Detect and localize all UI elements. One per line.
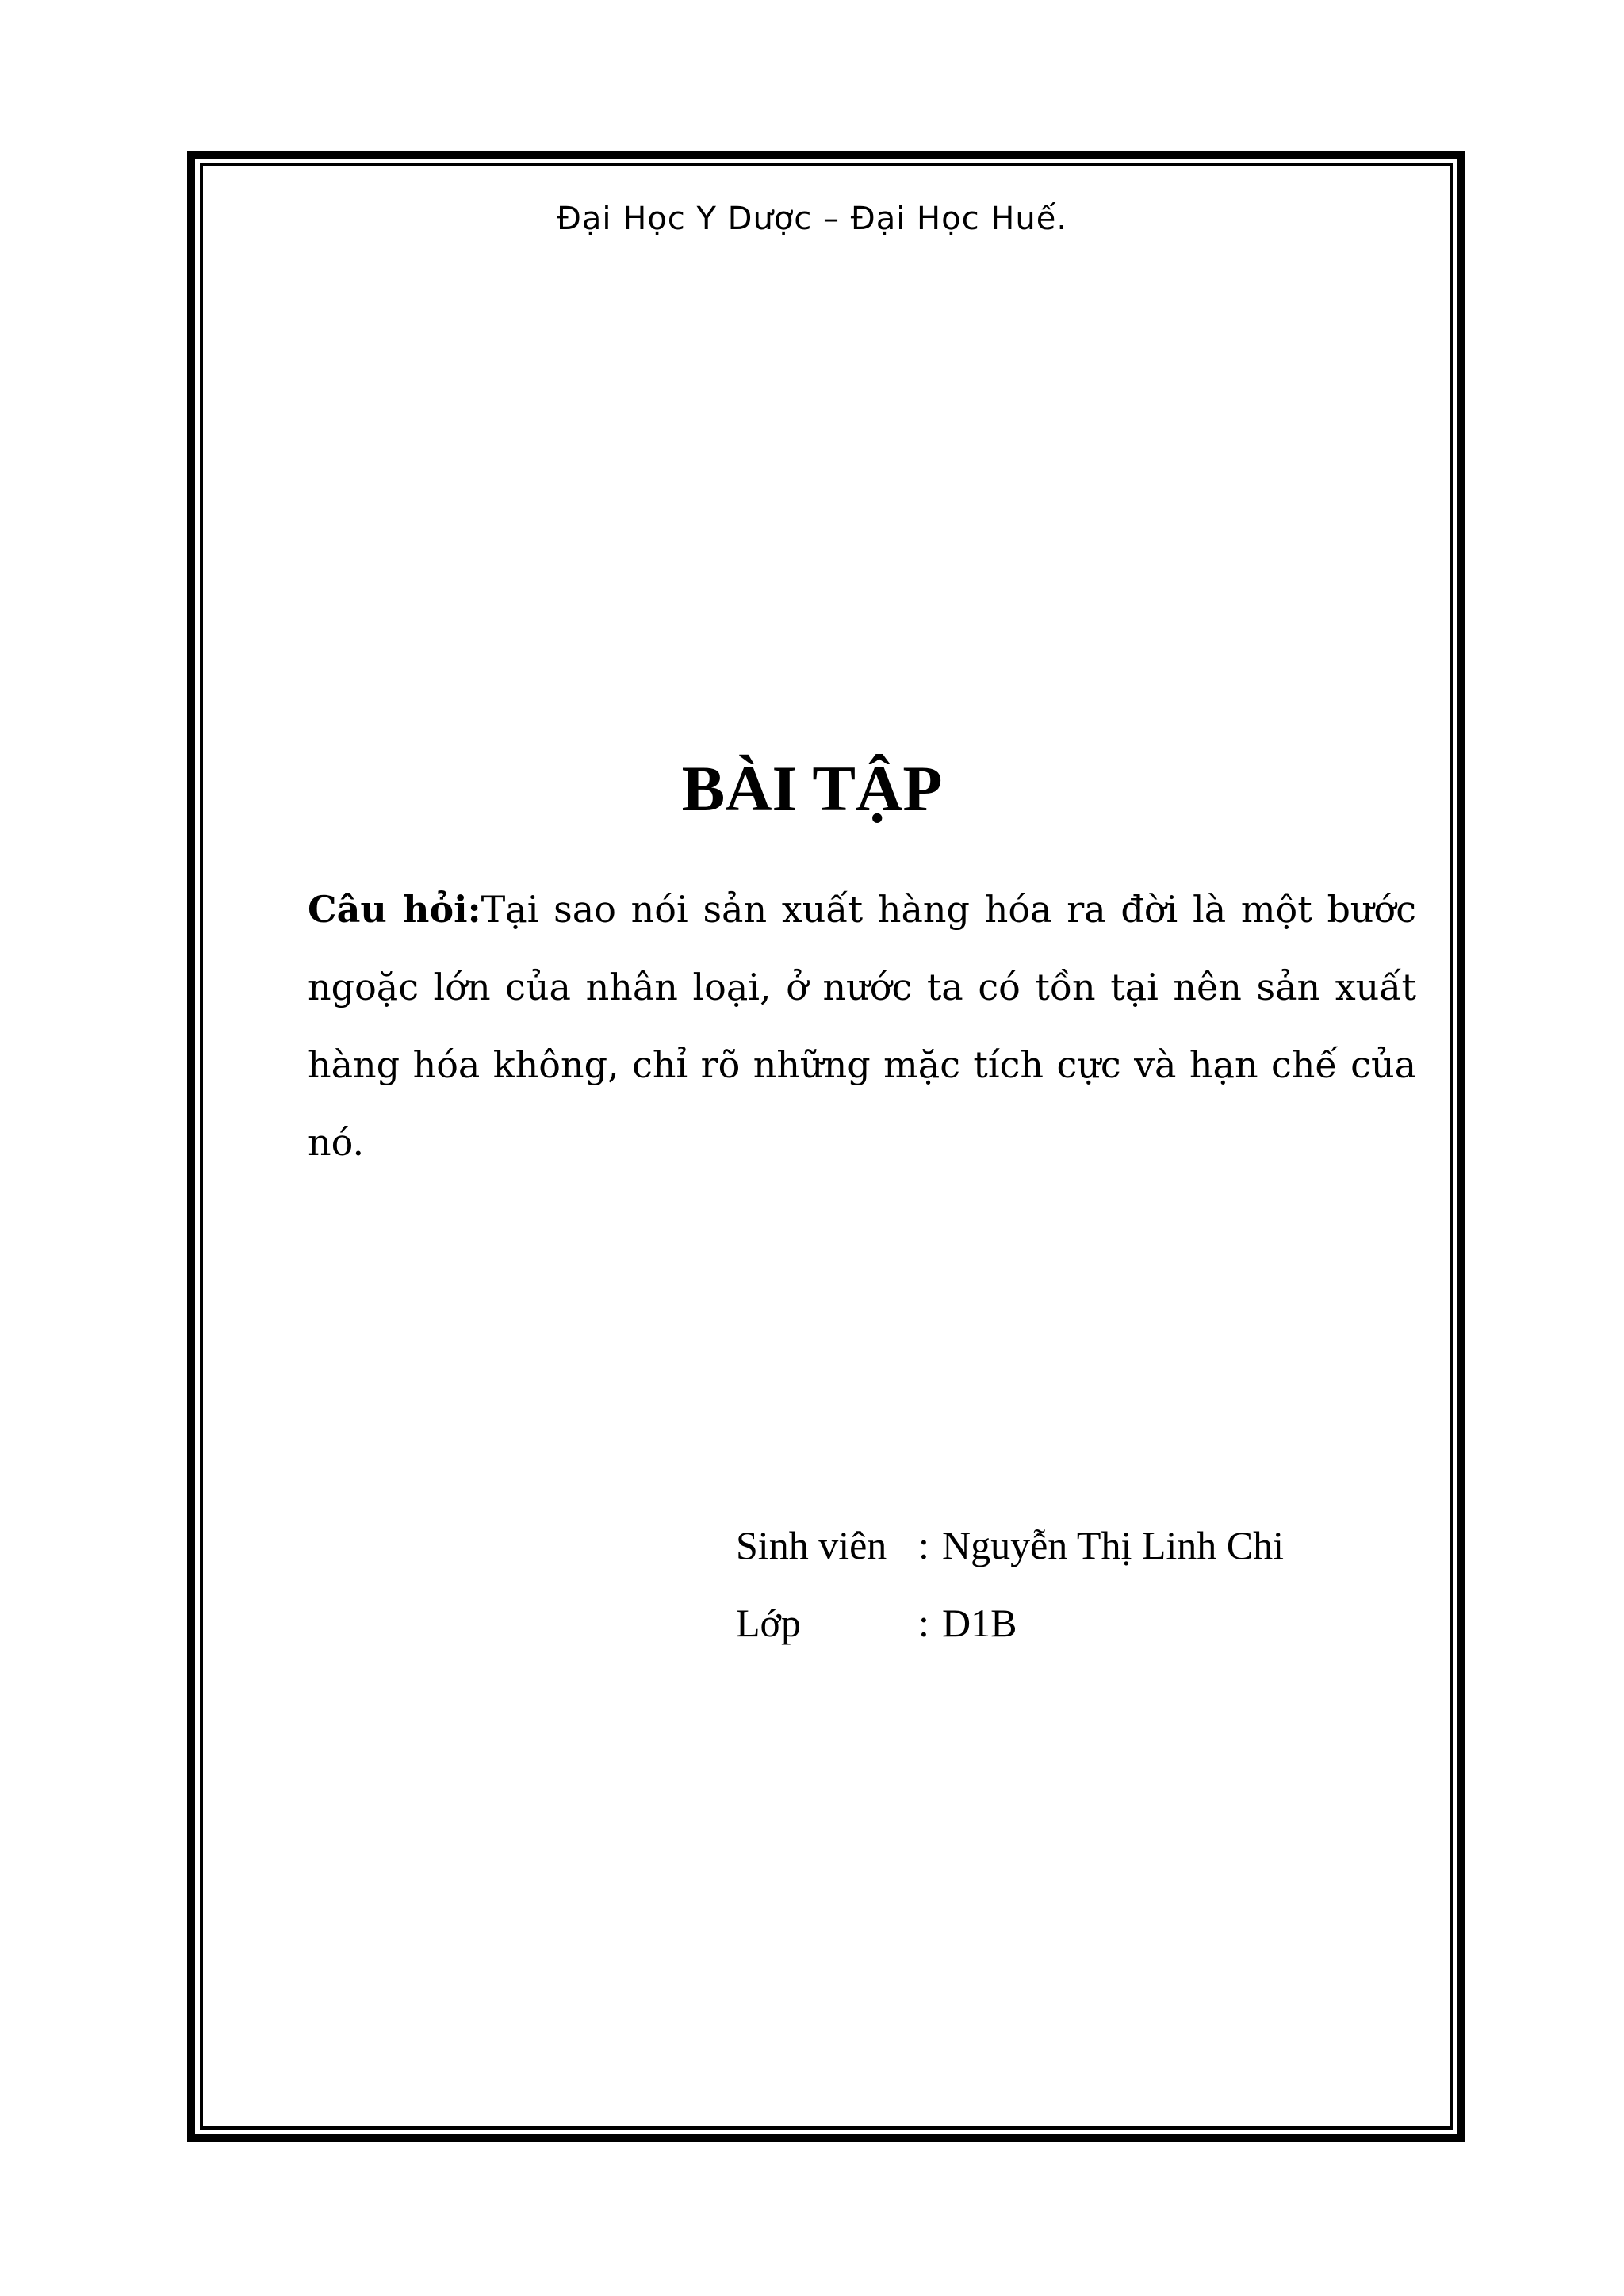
class-separator: : bbox=[918, 1601, 929, 1645]
question-label: Câu hỏi: bbox=[308, 888, 481, 931]
question-text: Tại sao nói sản xuất hàng hóa ra đời là một bước ngoặc lớn của nhân loại, ở nước ta có tồn tại nên sản xuất hàng hóa không, chỉ rõ những mặc tích cực và hạn chế của nó. bbox=[308, 888, 1416, 1164]
class-label: Lớp bbox=[736, 1601, 801, 1645]
student-name: Nguyễn Thị Linh Chi bbox=[942, 1523, 1285, 1567]
student-info bbox=[736, 1506, 1284, 1662]
student-label: Sinh viên bbox=[736, 1523, 887, 1567]
question-paragraph bbox=[308, 871, 1416, 1181]
institution-header: Đại Học Y Dược – Đại Học Huế. bbox=[556, 201, 1068, 237]
student-separator: : bbox=[918, 1523, 929, 1567]
class-row bbox=[736, 1584, 1284, 1662]
class-value: D1B bbox=[942, 1601, 1017, 1645]
student-row bbox=[736, 1506, 1284, 1584]
document-title: BÀI TẬP bbox=[681, 752, 943, 825]
